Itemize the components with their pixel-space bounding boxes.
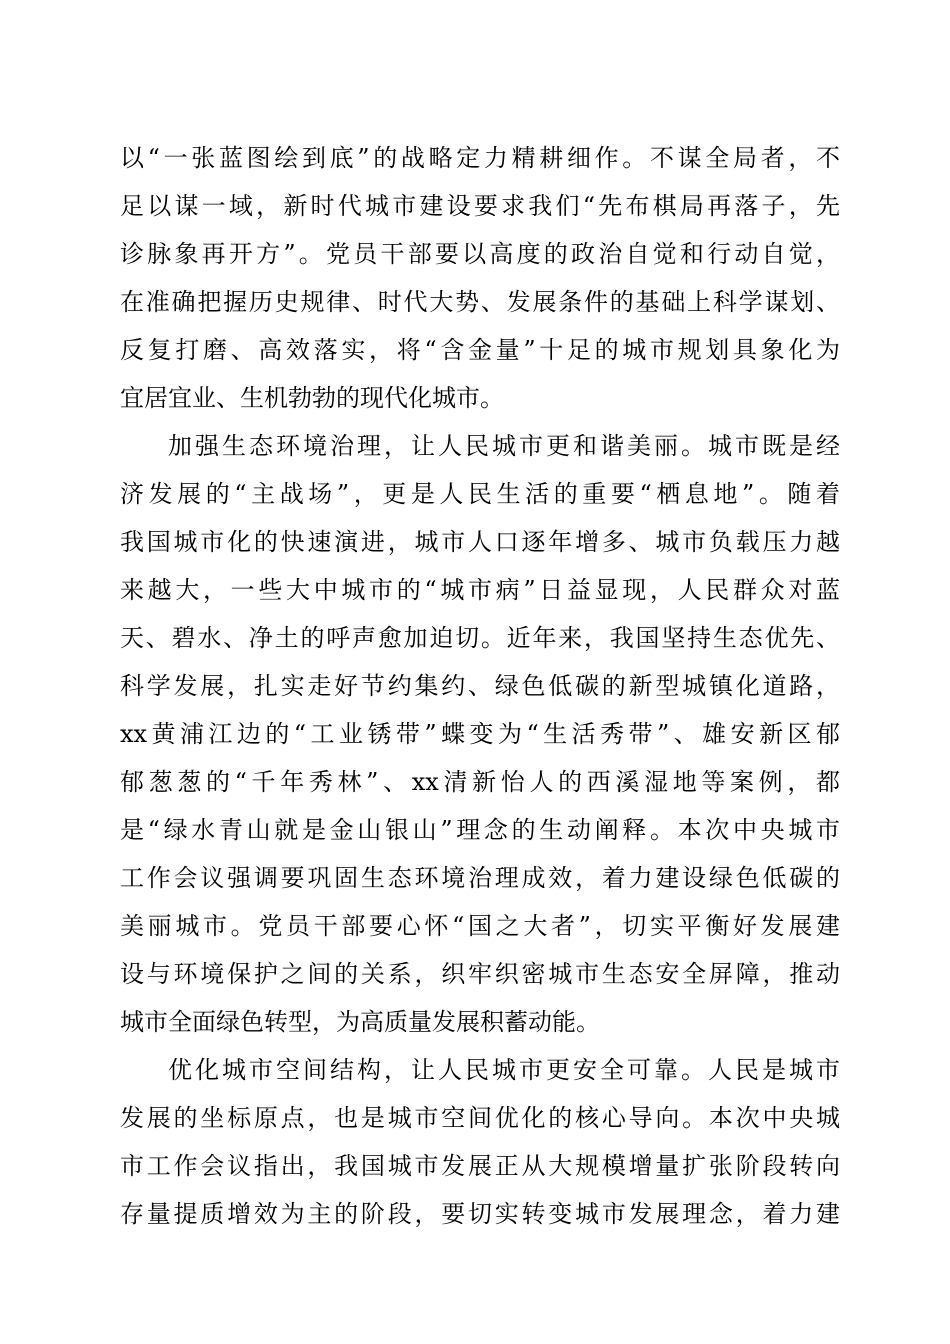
text-line: 优化城市空间结构，让人民城市更安全可靠。人民是城市 bbox=[168, 1056, 840, 1084]
text-line: 科学发展，扎实走好节约集约、绿色低碳的新型城镇化道路， bbox=[120, 672, 840, 700]
text-line: 城市全面绿色转型，为高质量发展积蓄动能。 bbox=[120, 1008, 600, 1036]
text-line: 宜居宜业、生机勃勃的现代化城市。 bbox=[120, 384, 504, 412]
text-line: 诊脉象再开方”。党员干部要以高度的政治自觉和行动自觉， bbox=[120, 240, 840, 268]
text-line: 市工作会议指出，我国城市发展正从大规模增量扩张阶段转向 bbox=[120, 1152, 840, 1180]
text-line: 我国城市化的快速演进，城市人口逐年增多、城市负载压力越 bbox=[120, 528, 840, 556]
text-line: 发展的坐标原点，也是城市空间优化的核心导向。本次中央城 bbox=[120, 1104, 840, 1132]
text-line: 足以谋一域，新时代城市建设要求我们“先布棋局再落子，先 bbox=[120, 192, 840, 220]
body-text bbox=[120, 134, 840, 1238]
text-line: 济发展的“主战场”，更是人民生活的重要“栖息地”。随着 bbox=[120, 480, 840, 508]
text-line: 存量提质增效为主的阶段，要切实转变城市发展理念，着力建 bbox=[120, 1200, 840, 1228]
text-line: 来越大，一些大中城市的“城市病”日益显现，人民群众对蓝 bbox=[120, 576, 840, 604]
text-line: 在准确把握历史规律、时代大势、发展条件的基础上科学谋划、 bbox=[120, 288, 840, 316]
text-line: xx黄浦江边的“工业锈带”蝶变为“生活秀带”、雄安新区郁 bbox=[120, 720, 840, 748]
text-line: 反复打磨、高效落实，将“含金量”十足的城市规划具象化为 bbox=[120, 336, 840, 364]
text-line: 设与环境保护之间的关系，织牢织密城市生态安全屏障，推动 bbox=[120, 960, 840, 988]
text-line: 郁葱葱的“千年秀林”、xx清新怡人的西溪湿地等案例，都 bbox=[120, 768, 840, 796]
text-line: 美丽城市。党员干部要心怀“国之大者”，切实平衡好发展建 bbox=[120, 912, 840, 940]
text-line: 是“绿水青山就是金山银山”理念的生动阐释。本次中央城市 bbox=[120, 816, 840, 844]
text-line: 以“一张蓝图绘到底”的战略定力精耕细作。不谋全局者，不 bbox=[120, 144, 840, 172]
text-line: 天、碧水、净土的呼声愈加迫切。近年来，我国坚持生态优先、 bbox=[120, 624, 840, 652]
text-line: 工作会议强调要巩固生态环境治理成效，着力建设绿色低碳的 bbox=[120, 864, 840, 892]
text-line: 加强生态环境治理，让人民城市更和谐美丽。城市既是经 bbox=[168, 432, 840, 460]
